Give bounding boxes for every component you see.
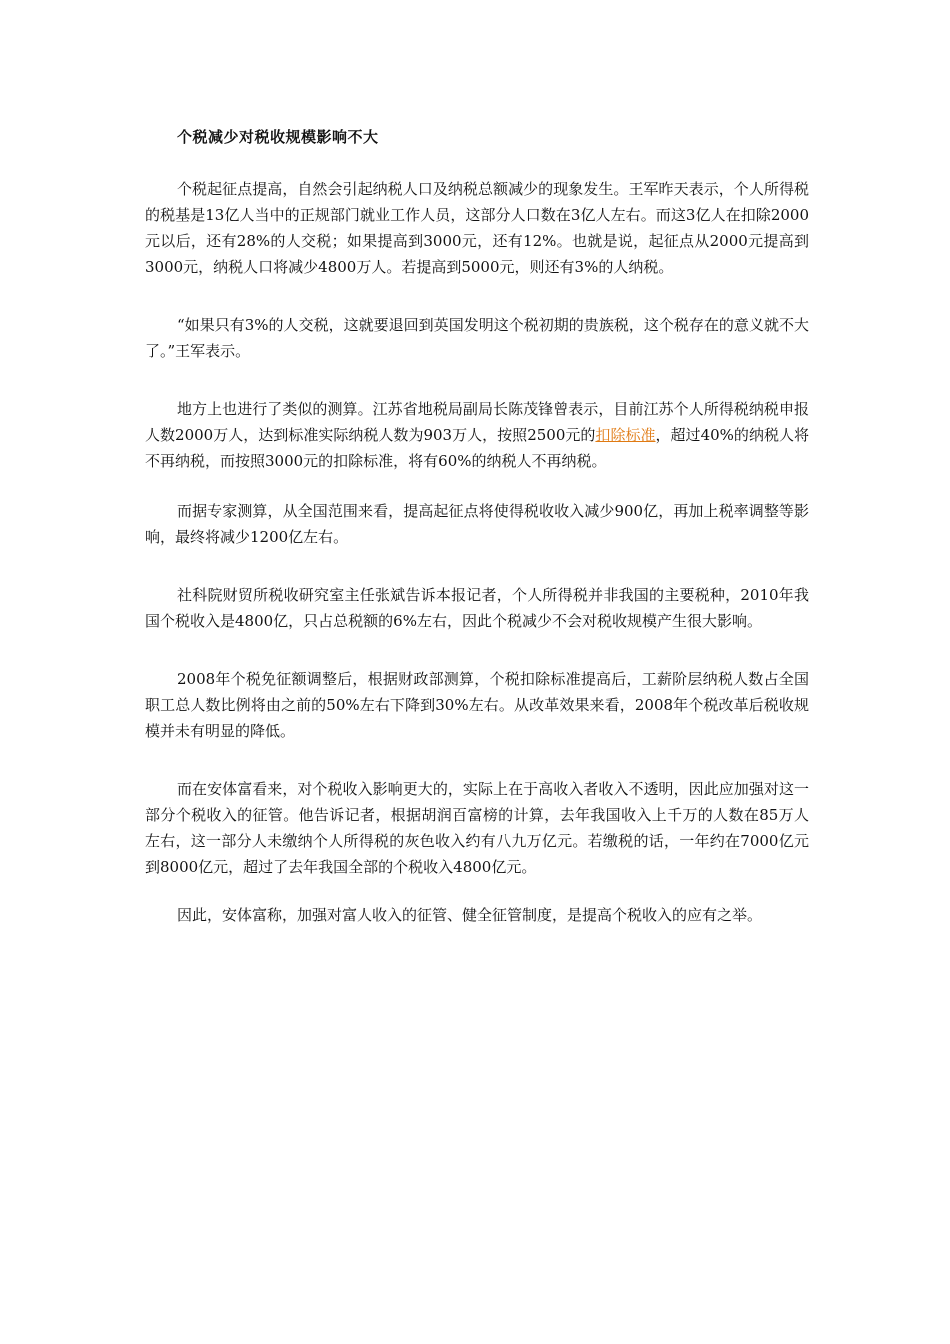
- paragraph-5: 社科院财贸所税收研究室主任张斌告诉本报记者，个人所得税并非我国的主要税种，2010年我国个税收入是4800亿，只占总税额的6%左右，因此个税减少不会对税收规模产生很大影响。: [145, 586, 809, 630]
- article-title: 个税减少对税收规模影响不大: [177, 128, 379, 146]
- article-body: [145, 124, 809, 928]
- paragraph-4: 而据专家测算，从全国范围来看，提高起征点将使得税收收入减少900亿，再加上税率调整等影响，最终将减少1200亿左右。: [145, 502, 809, 546]
- paragraph-6: 2008年个税免征额调整后，根据财政部测算，个税扣除标准提高后，工薪阶层纳税人数占全国职工总人数比例将由之前的50%左右下降到30%左右。从改革效果来看，2008年个税改革后税收规模并未有明显的降低。: [145, 670, 809, 740]
- deduction-standard-link[interactable]: 扣除标准: [595, 426, 656, 444]
- paragraph-8: 因此，安体富称，加强对富人收入的征管、健全征管制度，是提高个税收入的应有之举。: [177, 906, 763, 924]
- paragraph-7: 而在安体富看来，对个税收入影响更大的，实际上在于高收入者收入不透明，因此应加强对这一部分个税收入的征管。他告诉记者，根据胡润百富榜的计算，去年我国收入上千万的人数在85万人左右，这一部分人未缴纳个人所得税的灰色收入约有八九万亿元。若缴税的话，一年约在7000亿元到8000亿元，超过了去年我国全部的个税收入4800亿元。: [145, 780, 809, 876]
- paragraph-3: [145, 396, 809, 474]
- paragraph-2: “如果只有3%的人交税，这就要退回到英国发明这个税初期的贵族税，这个税存在的意义就不大了。”王军表示。: [145, 316, 809, 360]
- paragraph-3-text-after: ，超过40%的纳税人将不再纳税，而按照3000元的扣除标准，将有60%的纳税人不再纳税。: [145, 426, 809, 470]
- paragraph-3-text-before: 地方上也进行了类似的测算。江苏省地税局副局长陈茂锋曾表示，目前江苏个人所得税纳税申报人数2000万人，达到标准实际纳税人数为903万人，按照2500元的: [145, 400, 809, 444]
- paragraph-1: 个税起征点提高，自然会引起纳税人口及纳税总额减少的现象发生。王军昨天表示，个人所得税的税基是13亿人当中的正规部门就业工作人员，这部分人口数在3亿人左右。而这3亿人在扣除2000元以后，还有28%的人交税；如果提高到3000元，还有12%。也就是说，起征点从2000元提高到3000元，纳税人口将减少4800万人。若提高到5000元，则还有3%的人纳税。: [145, 180, 809, 276]
